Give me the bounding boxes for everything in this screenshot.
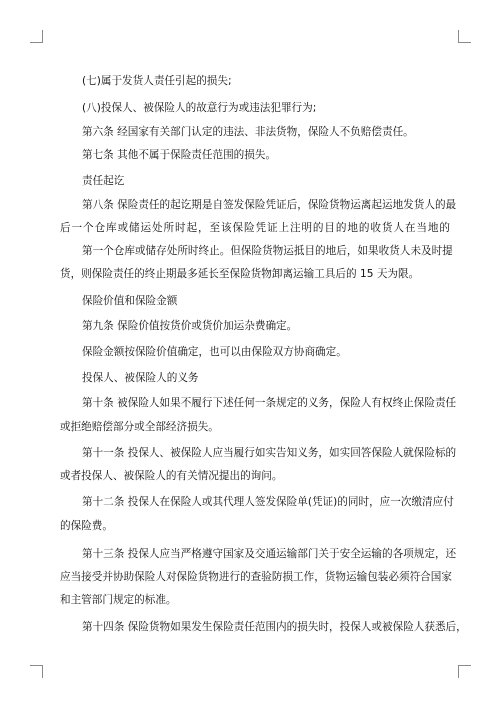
text-line: 的保险费。	[60, 520, 113, 532]
text-line: 第七条 其他不属于保险责任范围的损失。	[82, 149, 277, 161]
text-line: 或者投保人、被保险人的有关情况提出的询问。	[60, 470, 283, 482]
text-line: 保险金额按保险价值确定，也可以由保险双方协商确定。	[82, 346, 347, 358]
text-line: 第十四条 保险货物如果发生保险责任范围内的损失时，投保人或被保险人获悉后，	[82, 621, 467, 633]
text-line: 第十三条 投保人应当严格遵守国家及交通运输部门关于安全运输的各项规定，还	[82, 548, 457, 560]
text-line: 第九条 保险价值按货价或货价加运杂费确定。	[82, 320, 298, 332]
text-line: (七)属于发货人责任引起的损失;	[82, 75, 232, 87]
text-line: 货，则保险责任的终止期最多延长至保险货物卸离运输工具后的 15 天为限。	[60, 268, 420, 280]
text-line: 第八条 保险责任的起讫期是自签发保险凭证后，保险货物运离起运地发货人的最	[82, 199, 457, 211]
text-line: 和主管部门规定的标准。	[60, 594, 177, 606]
text-line: 后一个仓库或储运处所时起，至该保险凭证上注明的目的地的收货人在当地的	[60, 222, 450, 234]
text-line: (八)投保人、被保险人的故意行为或违法犯罪行为;	[82, 102, 317, 114]
text-line: 或拒绝赔偿部分或全部经济损失。	[60, 421, 219, 433]
crop-mark-top-right	[458, 30, 471, 43]
crop-mark-top-left	[30, 30, 43, 43]
text-line: 第十二条 投保人在保险人或其代理人签发保险单(凭证)的同时，应一次缴清应付	[82, 496, 454, 508]
text-line: 第六条 经国家有关部门认定的违法、非法货物，保险人不负赔偿责任。	[82, 126, 414, 138]
section-heading: 保险价值和保险金额	[82, 295, 178, 307]
text-line: 第十一条 投保人、被保险人应当履行如实告知义务，如实回答保险人就保险标的	[82, 447, 457, 459]
crop-mark-bottom-right	[458, 665, 471, 678]
section-heading: 责任起讫	[82, 175, 125, 187]
section-heading: 投保人、被保险人的义务	[82, 372, 199, 384]
text-line: 应当接受并协助保险人对保险货物进行的查验防损工作，货物运输包装必须符合国家	[60, 571, 452, 583]
crop-mark-bottom-left	[30, 665, 43, 678]
text-line: 第一个仓库或储存处所时终止。但保险货物运抵目的地后，如果收货人未及时提	[82, 245, 453, 257]
text-line: 第十条 被保险人如果不履行下述任何一条规定的义务，保险人有权终止保险责任	[82, 397, 457, 409]
